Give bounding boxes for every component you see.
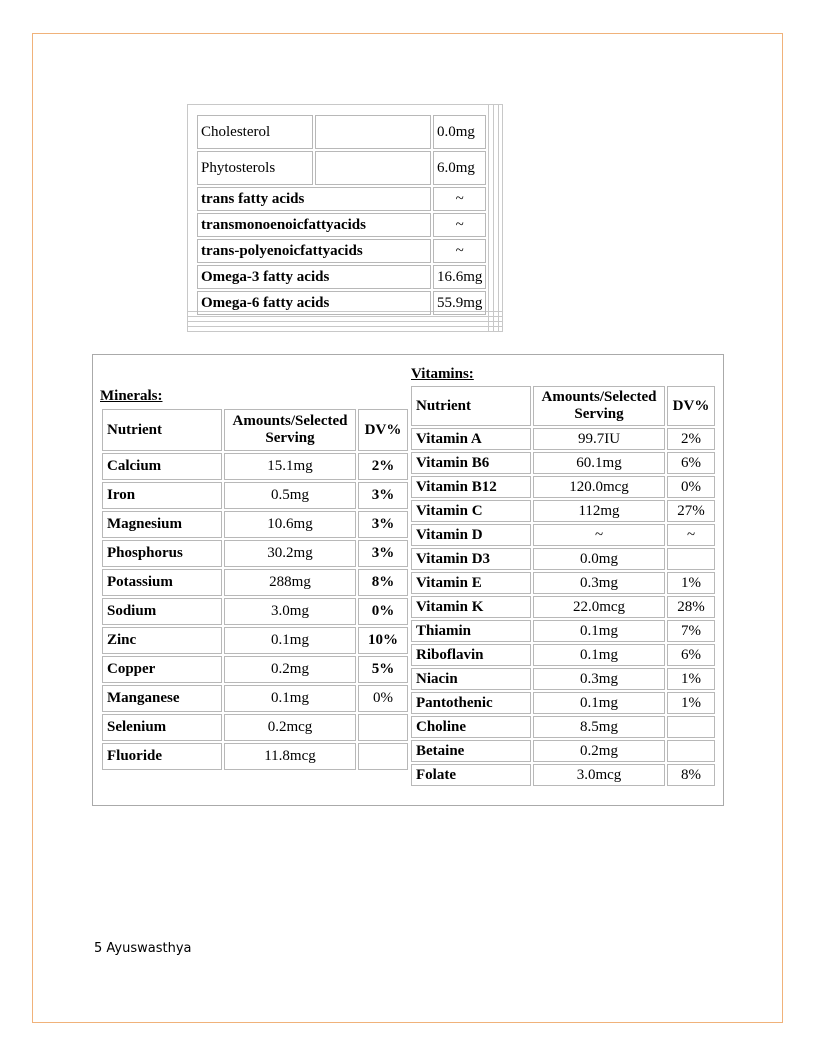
minerals-table [100,407,410,772]
footer-text: Ayuswasthya [106,941,192,956]
lipid-name: transmonoenoicfattyacids [197,213,431,237]
nutrient-dv: 8% [667,764,715,786]
lipid-mid [315,115,431,149]
table-header-row [411,386,715,426]
vitamins-title: Vitamins: [411,366,474,382]
nutrient-name: Vitamin D [411,524,531,546]
nutrient-name: Vitamin A [411,428,531,450]
nutrient-name: Vitamin D3 [411,548,531,570]
nutrient-dv: 0% [358,598,408,625]
lipid-table [195,113,488,317]
nutrient-name: Vitamin B6 [411,452,531,474]
table-row [411,548,715,570]
table-row [197,239,486,263]
lipid-table-container [187,104,503,332]
nutrient-dv: 0% [358,685,408,712]
nutrient-dv: 7% [667,620,715,642]
nutrient-amount: 0.1mg [533,620,665,642]
nutrient-dv: 2% [667,428,715,450]
table-row [102,627,408,654]
nutrient-name: Betaine [411,740,531,762]
nutrient-amount: 11.8mcg [224,743,356,770]
nutrient-amount: 30.2mg [224,540,356,567]
table-header-row [102,409,408,451]
nutrient-amount: ~ [533,524,665,546]
nutrient-amount: 0.3mg [533,668,665,690]
nutrient-name: Potassium [102,569,222,596]
table-row [197,187,486,211]
column-header-dv: DV% [358,409,408,451]
nutrient-dv: 10% [358,627,408,654]
nutrient-name: Calcium [102,453,222,480]
lipid-value: ~ [433,239,486,263]
table-border-line [188,321,502,322]
nutrient-amount: 10.6mg [224,511,356,538]
lipid-value: 55.9mg [433,291,486,315]
nutrient-name: Pantothenic [411,692,531,714]
nutrient-amount: 3.0mcg [533,764,665,786]
table-row [411,668,715,690]
table-row [411,692,715,714]
nutrient-amount: 22.0mcg [533,596,665,618]
nutrient-name: Zinc [102,627,222,654]
table-row [411,452,715,474]
nutrient-dv [667,548,715,570]
table-row [197,151,486,185]
table-border-line [188,326,502,327]
table-row [197,115,486,149]
lipid-name: Phytosterols [197,151,313,185]
nutrient-name: Fluoride [102,743,222,770]
nutrient-name: Magnesium [102,511,222,538]
table-row [102,569,408,596]
nutrient-amount: 0.5mg [224,482,356,509]
table-row [411,716,715,738]
table-row [197,213,486,237]
table-row [102,656,408,683]
table-row [102,714,408,741]
nutrient-dv: 3% [358,511,408,538]
table-row [102,540,408,567]
nutrient-dv: ~ [667,524,715,546]
nutrient-amount: 0.1mg [533,644,665,666]
table-row [411,428,715,450]
table-row [411,500,715,522]
table-row [197,291,486,315]
table-row [411,620,715,642]
column-header-amount: Amounts/Selected Serving [533,386,665,426]
table-row [102,743,408,770]
nutrient-amount: 112mg [533,500,665,522]
nutrient-dv: 8% [358,569,408,596]
minerals-title: Minerals: [100,388,163,404]
table-border-line [493,105,494,331]
nutrient-dv: 28% [667,596,715,618]
lipid-value: 6.0mg [433,151,486,185]
nutrient-amount: 0.0mg [533,548,665,570]
table-row [102,482,408,509]
nutrient-dv: 1% [667,692,715,714]
table-row [411,572,715,594]
lipid-value: 0.0mg [433,115,486,149]
nutrient-name: Choline [411,716,531,738]
table-row [197,265,486,289]
table-row [102,598,408,625]
table-row [411,644,715,666]
nutrient-amount: 0.1mg [533,692,665,714]
column-header-amount: Amounts/Selected Serving [224,409,356,451]
table-row [102,685,408,712]
page-footer [94,941,192,956]
table-row [411,524,715,546]
nutrient-name: Iron [102,482,222,509]
nutrient-amount: 120.0mcg [533,476,665,498]
nutrient-name: Manganese [102,685,222,712]
lipid-name: trans-polyenoicfattyacids [197,239,431,263]
nutrient-name: Phosphorus [102,540,222,567]
nutrient-name: Vitamin K [411,596,531,618]
nutrient-name: Vitamin B12 [411,476,531,498]
nutrient-name: Niacin [411,668,531,690]
nutrient-amount: 60.1mg [533,452,665,474]
nutrient-dv: 27% [667,500,715,522]
nutrient-name: Riboflavin [411,644,531,666]
nutrient-amount: 0.2mg [533,740,665,762]
nutrient-dv [358,743,408,770]
nutrient-name: Folate [411,764,531,786]
table-row [411,740,715,762]
lipid-name: Cholesterol [197,115,313,149]
page-number: 5 [94,941,103,956]
nutrient-dv: 6% [667,452,715,474]
nutrient-name: Vitamin C [411,500,531,522]
vitamins-table [409,384,717,788]
nutrient-amount: 0.2mg [224,656,356,683]
lipid-value: ~ [433,187,486,211]
table-row [411,596,715,618]
nutrient-dv: 3% [358,540,408,567]
nutrient-amount: 99.7IU [533,428,665,450]
nutrient-name: Thiamin [411,620,531,642]
column-header-nutrient: Nutrient [102,409,222,451]
nutrient-dv: 3% [358,482,408,509]
nutrient-amount: 8.5mg [533,716,665,738]
nutrient-name: Selenium [102,714,222,741]
nutrient-name: Copper [102,656,222,683]
table-row [102,511,408,538]
nutrient-dv: 1% [667,668,715,690]
nutrient-amount: 3.0mg [224,598,356,625]
table-border-line [498,105,499,331]
lipid-name: Omega-6 fatty acids [197,291,431,315]
table-row [411,476,715,498]
lipid-name: trans fatty acids [197,187,431,211]
column-header-dv: DV% [667,386,715,426]
nutrient-amount: 0.3mg [533,572,665,594]
nutrition-box [92,354,724,806]
nutrient-dv: 5% [358,656,408,683]
nutrient-name: Vitamin E [411,572,531,594]
nutrient-amount: 0.2mcg [224,714,356,741]
nutrient-dv [667,740,715,762]
lipid-name: Omega-3 fatty acids [197,265,431,289]
nutrient-amount: 288mg [224,569,356,596]
lipid-mid [315,151,431,185]
nutrient-dv: 2% [358,453,408,480]
nutrient-dv [358,714,408,741]
nutrient-amount: 0.1mg [224,685,356,712]
nutrient-dv: 1% [667,572,715,594]
lipid-value: 16.6mg [433,265,486,289]
nutrient-name: Sodium [102,598,222,625]
nutrient-amount: 0.1mg [224,627,356,654]
table-row [102,453,408,480]
nutrient-amount: 15.1mg [224,453,356,480]
lipid-value: ~ [433,213,486,237]
nutrient-dv: 6% [667,644,715,666]
table-row [411,764,715,786]
nutrient-dv [667,716,715,738]
nutrient-dv: 0% [667,476,715,498]
column-header-nutrient: Nutrient [411,386,531,426]
